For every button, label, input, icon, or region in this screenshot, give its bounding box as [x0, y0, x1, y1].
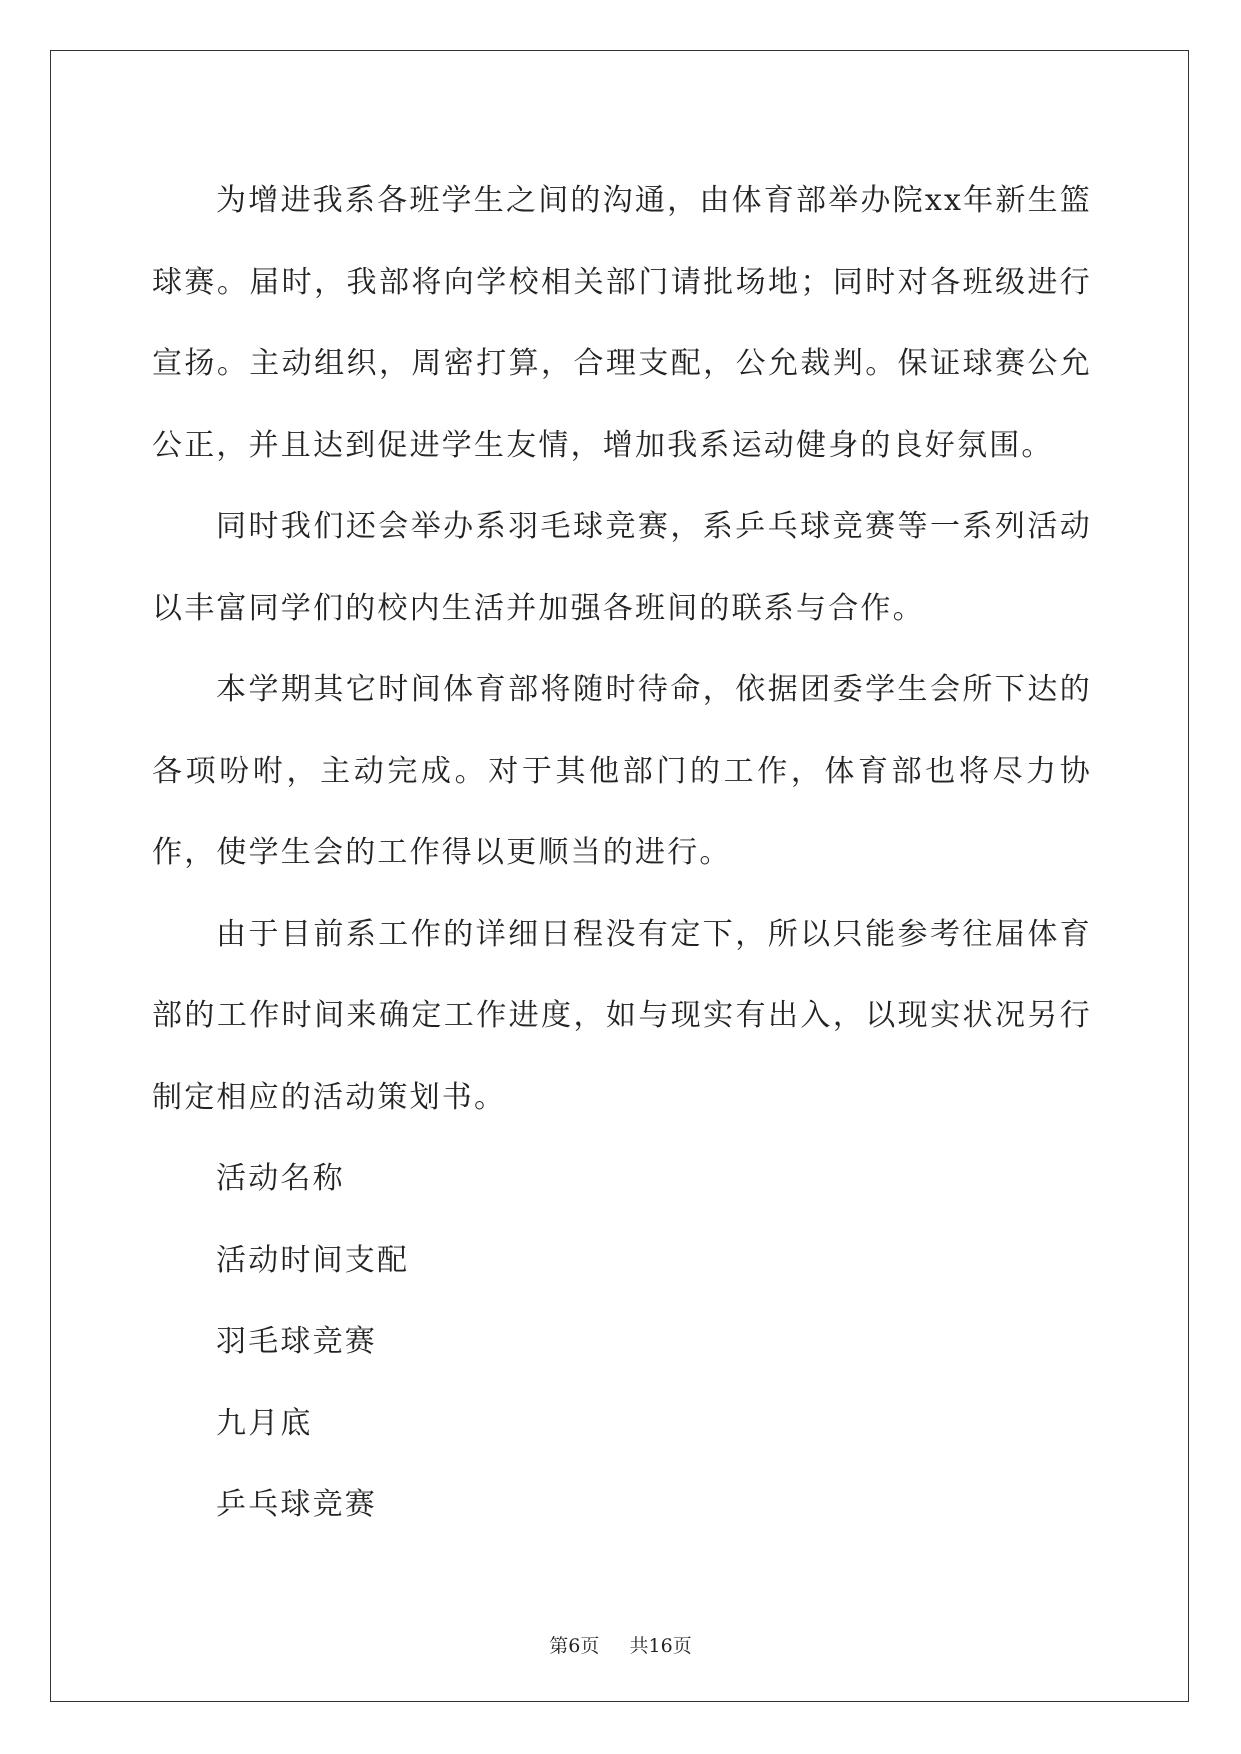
- paragraph-standby: 本学期其它时间体育部将随时待命，依据团委学生会所下达的各项吩咐，主动完成。对于其他部门的工作，体育部也将尽力协作，使学生会的工作得以更顺当的进行。: [152, 672, 1092, 870]
- page-total: 共16页: [629, 1635, 692, 1657]
- paragraph-other-competitions: 同时我们还会举办系羽毛球竞赛，系乒乓球竞赛等一系列活动以丰富同学们的校内生活并加强各班间的联系与合作。: [152, 509, 1092, 626]
- item-end-of-september: 九月底: [216, 1405, 313, 1441]
- paragraph-basketball: 为增进我系各班学生之间的沟通，由体育部举办院xx年新生篮球赛。届时，我部将向学校相关部门请批场地；同时对各班级进行宣扬。主动组织，周密打算，合理支配，公允裁判。保证球赛公允公正，并且达到促进学生友情，增加我系运动健身的良好氛围。: [152, 183, 1092, 463]
- item-activity-name: 活动名称: [216, 1161, 345, 1196]
- item-badminton: 羽毛球竞赛: [216, 1324, 377, 1359]
- page-number: 第6页: [549, 1635, 600, 1657]
- document-body: [152, 160, 1092, 1546]
- page-footer: [0, 1631, 1241, 1658]
- paragraph-schedule-note: 由于目前系工作的详细日程没有定下，所以只能参考往届体育部的工作时间来确定工作进度，如与现实有出入，以现实状况另行制定相应的活动策划书。: [152, 916, 1092, 1115]
- item-activity-time: 活动时间支配: [216, 1242, 410, 1278]
- item-table-tennis: 乒乓球竞赛: [216, 1487, 377, 1522]
